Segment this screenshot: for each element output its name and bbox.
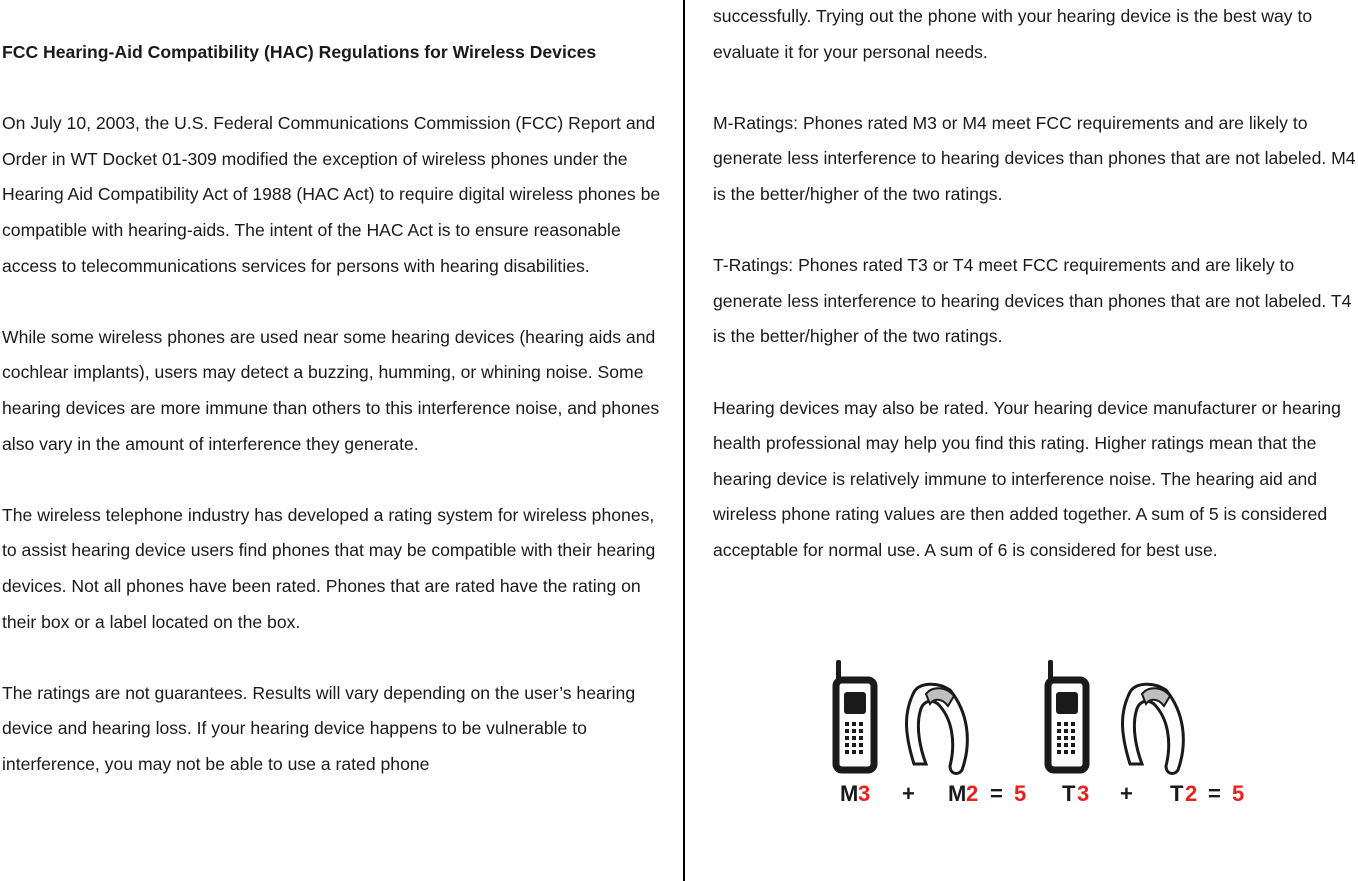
- t-aid-letter: T: [1170, 781, 1184, 806]
- t-sum-value: 5: [1232, 781, 1245, 806]
- m-plus-sign: +: [902, 781, 915, 806]
- paragraph-hearing-devices: Hearing devices may also be rated. Your hearing device manufacturer or hearing health professional may help you find this rating. Higher ratings mean that the hearing device is relatively immune to interference noise. The hearing aid and wireless phone rating values are then added together. A sum of 5 is considered acceptable for normal use. A sum of 6 is considered for best use.: [713, 397, 1341, 560]
- t-phone-digit: 3: [1077, 781, 1090, 806]
- right-column: [713, 0, 1358, 604]
- t-aid-digit: 2: [1185, 781, 1198, 806]
- cell-phone-icon: [1048, 660, 1086, 770]
- paragraph-no-guarantees: The ratings are not guarantees. Results will vary depending on the user’s hearing device and hearing loss. If your hearing device happens to be vulnerable to interference, you may not be able to use a rated phone: [2, 682, 636, 774]
- rating-illustration-svg: [830, 652, 1250, 812]
- page-heading: FCC Hearing-Aid Compatibility (HAC) Regulations for Wireless Devices: [2, 42, 597, 62]
- rating-illustration: [830, 652, 1250, 812]
- m-phone-digit: 3: [858, 781, 871, 806]
- column-divider: [683, 0, 685, 881]
- paragraph-continued: successfully. Trying out the phone with your hearing device is the best way to evaluate it for your personal needs.: [713, 6, 1313, 62]
- m-equals-sign: =: [990, 781, 1003, 806]
- m-aid-letter: M: [948, 781, 967, 806]
- paragraph-fcc-order: On July 10, 2003, the U.S. Federal Communications Commission (FCC) Report and Order in WT Docket 01-309 modified the exception of wireless phones under the Hearing Aid Compatibility Act of 1988 (HAC Act) to require digital wireless phones be compatible with hearing-aids. The intent of the HAC Act is to ensure reasonable access to telecommunications services for persons with hearing disabilities.: [2, 113, 661, 276]
- paragraph-m-ratings: M-Ratings: Phones rated M3 or M4 meet FCC requirements and are likely to generate less interference to hearing devices than phones that are not labeled. M4 is the better/higher of the two ratings.: [713, 112, 1356, 204]
- left-column: [2, 35, 672, 818]
- paragraph-rating-system: The wireless telephone industry has developed a rating system for wireless phones, to assist hearing device users find phones that may be compatible with their hearing devices. Not all phones have been rated. Phones that are rated have the rating on their box or a label located on the box.: [2, 504, 656, 632]
- paragraph-t-ratings: T-Ratings: Phones rated T3 or T4 meet FCC requirements and are likely to generate less interference to hearing devices than phones that are not labeled. T4 is the better/higher of the two ratings.: [713, 255, 1352, 347]
- m-sum-value: 5: [1014, 781, 1027, 806]
- hearing-aid-icon: [907, 684, 968, 773]
- m-aid-digit: 2: [966, 781, 979, 806]
- t-equals-sign: =: [1208, 781, 1221, 806]
- m-phone-letter: M: [840, 781, 859, 806]
- cell-phone-icon: [836, 660, 874, 770]
- t-plus-sign: +: [1120, 781, 1133, 806]
- paragraph-interference: While some wireless phones are used near some hearing devices (hearing aids and cochlear implants), users may detect a buzzing, humming, or whining noise. Some hearing devices are more immune than others to this interference noise, and phones also vary in the amount of interference they generate.: [2, 326, 660, 454]
- hearing-aid-icon: [1123, 684, 1184, 773]
- t-phone-letter: T: [1062, 781, 1076, 806]
